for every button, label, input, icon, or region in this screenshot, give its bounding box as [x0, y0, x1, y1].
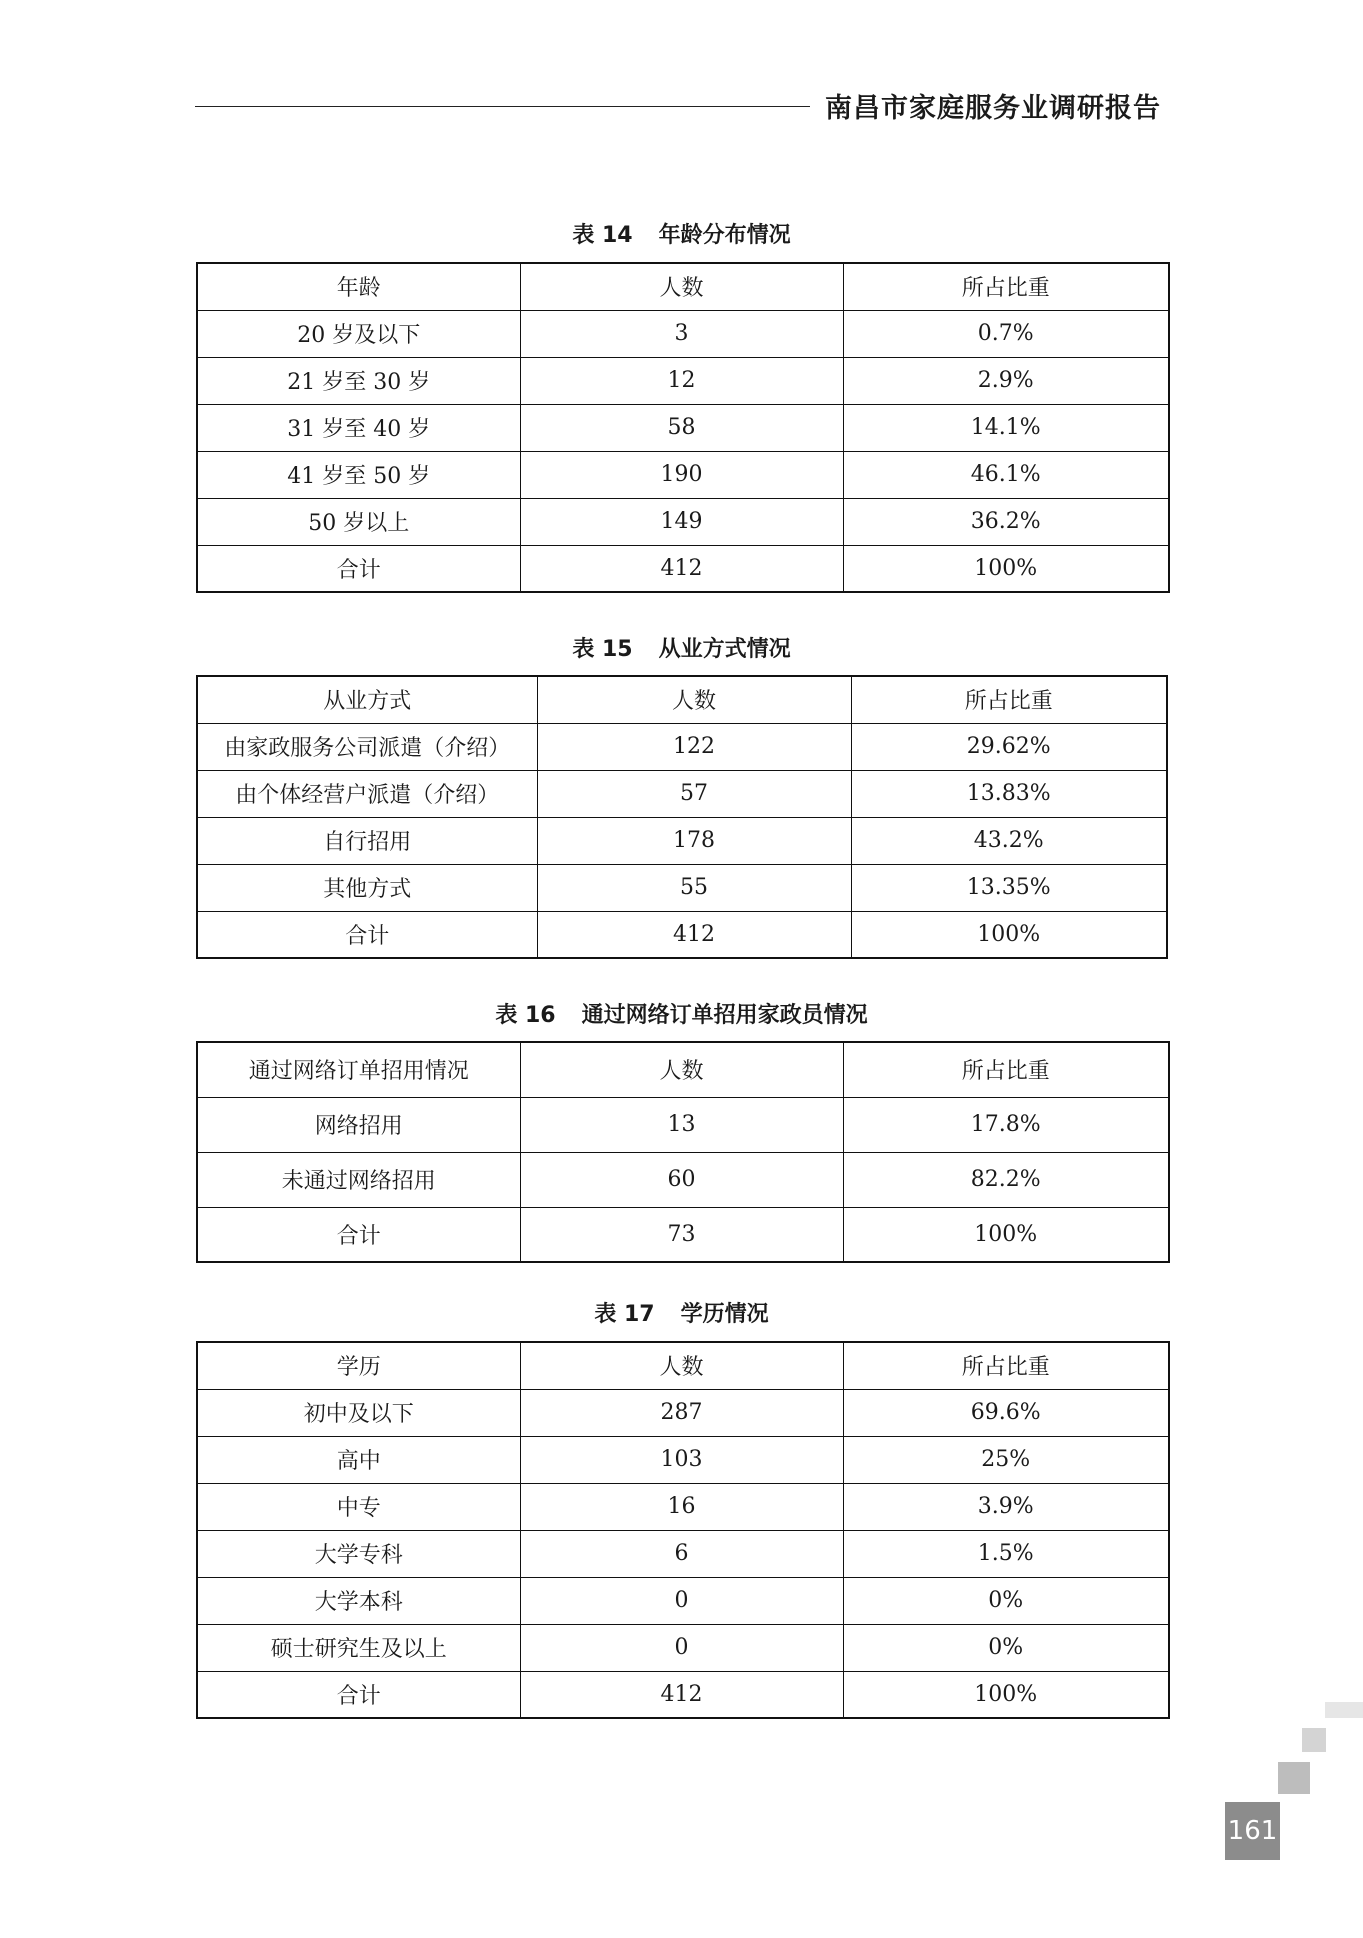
table-header-row — [197, 263, 1169, 310]
table-16-caption — [0, 998, 1363, 1029]
table-row — [197, 357, 1169, 404]
table-row — [197, 1097, 1169, 1152]
table-14-title: 年龄分布情况 — [658, 223, 791, 248]
table-row — [197, 1577, 1169, 1624]
table-cell: 16 — [520, 1483, 843, 1530]
table-cell: 25% — [843, 1436, 1169, 1483]
table-row — [197, 498, 1169, 545]
table-cell: 43.2% — [851, 817, 1167, 864]
decorative-square — [1278, 1762, 1310, 1794]
table-cell: 412 — [537, 911, 851, 958]
table-cell: 13.83% — [851, 770, 1167, 817]
table-cell: 46.1% — [843, 451, 1169, 498]
table-cell: 287 — [520, 1389, 843, 1436]
table-cell: 31 岁至 40 岁 — [197, 404, 520, 451]
table-row — [197, 451, 1169, 498]
table-cell: 12 — [520, 357, 843, 404]
table-cell: 412 — [520, 1671, 843, 1718]
table-15 — [196, 675, 1168, 959]
table-cell: 大学本科 — [197, 1577, 520, 1624]
header-cell: 所占比重 — [843, 1342, 1169, 1389]
table-cell: 由家政服务公司派遣（介绍） — [197, 723, 537, 770]
table-cell: 高中 — [197, 1436, 520, 1483]
table-header-row — [197, 676, 1167, 723]
table-cell: 6 — [520, 1530, 843, 1577]
table-total-row — [197, 1671, 1169, 1718]
table-header-row — [197, 1042, 1169, 1097]
table-14 — [196, 262, 1170, 593]
table-cell: 网络招用 — [197, 1097, 520, 1152]
table-15-title: 从业方式情况 — [658, 637, 791, 662]
header-cell: 人数 — [520, 1342, 843, 1389]
header-cell: 从业方式 — [197, 676, 537, 723]
table-cell: 0% — [843, 1577, 1169, 1624]
table-cell: 合计 — [197, 545, 520, 592]
table-cell: 122 — [537, 723, 851, 770]
header-cell: 所占比重 — [851, 676, 1167, 723]
table-cell: 初中及以下 — [197, 1389, 520, 1436]
table-cell: 未通过网络招用 — [197, 1152, 520, 1207]
table-total-row — [197, 911, 1167, 958]
table-16-number: 表 16 — [495, 1003, 556, 1028]
table-cell: 合计 — [197, 1671, 520, 1718]
decorative-square — [1302, 1728, 1326, 1752]
table-15-caption — [0, 632, 1363, 663]
table-17-number: 表 17 — [594, 1302, 655, 1327]
table-cell: 103 — [520, 1436, 843, 1483]
table-row — [197, 770, 1167, 817]
table-row — [197, 1530, 1169, 1577]
header-cell: 学历 — [197, 1342, 520, 1389]
table-17 — [196, 1341, 1170, 1719]
table-cell: 合计 — [197, 911, 537, 958]
table-cell: 58 — [520, 404, 843, 451]
table-cell: 20 岁及以下 — [197, 310, 520, 357]
header-cell: 所占比重 — [843, 263, 1169, 310]
header-cell: 人数 — [537, 676, 851, 723]
table-cell: 69.6% — [843, 1389, 1169, 1436]
table-cell: 21 岁至 30 岁 — [197, 357, 520, 404]
table-cell: 硕士研究生及以上 — [197, 1624, 520, 1671]
table-cell: 3.9% — [843, 1483, 1169, 1530]
table-14-number: 表 14 — [572, 223, 633, 248]
table-row — [197, 864, 1167, 911]
table-row — [197, 1436, 1169, 1483]
table-cell: 100% — [843, 1671, 1169, 1718]
header-cell: 年龄 — [197, 263, 520, 310]
table-cell: 178 — [537, 817, 851, 864]
table-cell: 17.8% — [843, 1097, 1169, 1152]
table-row — [197, 1152, 1169, 1207]
table-cell: 60 — [520, 1152, 843, 1207]
table-16 — [196, 1041, 1170, 1263]
table-cell: 149 — [520, 498, 843, 545]
table-cell: 412 — [520, 545, 843, 592]
table-cell: 0 — [520, 1577, 843, 1624]
table-cell: 其他方式 — [197, 864, 537, 911]
table-row — [197, 310, 1169, 357]
table-cell: 29.62% — [851, 723, 1167, 770]
header-rule — [195, 106, 810, 107]
table-cell: 0 — [520, 1624, 843, 1671]
header-cell: 人数 — [520, 1042, 843, 1097]
table-cell: 0% — [843, 1624, 1169, 1671]
table-cell: 合计 — [197, 1207, 520, 1262]
table-cell: 73 — [520, 1207, 843, 1262]
table-cell: 100% — [851, 911, 1167, 958]
table-total-row — [197, 1207, 1169, 1262]
table-cell: 57 — [537, 770, 851, 817]
table-cell: 2.9% — [843, 357, 1169, 404]
table-row — [197, 404, 1169, 451]
table-cell: 55 — [537, 864, 851, 911]
table-total-row — [197, 545, 1169, 592]
table-cell: 82.2% — [843, 1152, 1169, 1207]
running-header-title: 南昌市家庭服务业调研报告 — [825, 93, 1161, 124]
header-cell: 所占比重 — [843, 1042, 1169, 1097]
table-cell: 50 岁以上 — [197, 498, 520, 545]
table-cell: 13 — [520, 1097, 843, 1152]
table-cell: 0.7% — [843, 310, 1169, 357]
table-row — [197, 1624, 1169, 1671]
table-row — [197, 723, 1167, 770]
table-row — [197, 1389, 1169, 1436]
page-number: 161 — [1225, 1802, 1280, 1860]
table-cell: 1.5% — [843, 1530, 1169, 1577]
table-row — [197, 1483, 1169, 1530]
table-cell: 由个体经营户派遣（介绍） — [197, 770, 537, 817]
table-cell: 14.1% — [843, 404, 1169, 451]
table-cell: 中专 — [197, 1483, 520, 1530]
decorative-square — [1325, 1702, 1363, 1718]
header-cell: 通过网络订单招用情况 — [197, 1042, 520, 1097]
table-cell: 自行招用 — [197, 817, 537, 864]
table-row — [197, 817, 1167, 864]
table-cell: 190 — [520, 451, 843, 498]
table-17-caption — [0, 1297, 1363, 1328]
table-14-caption — [0, 218, 1363, 249]
header-cell: 人数 — [520, 263, 843, 310]
table-16-title: 通过网络订单招用家政员情况 — [581, 1003, 868, 1028]
table-15-number: 表 15 — [572, 637, 633, 662]
table-cell: 41 岁至 50 岁 — [197, 451, 520, 498]
table-cell: 100% — [843, 1207, 1169, 1262]
table-cell: 13.35% — [851, 864, 1167, 911]
table-cell: 36.2% — [843, 498, 1169, 545]
table-header-row — [197, 1342, 1169, 1389]
table-cell: 大学专科 — [197, 1530, 520, 1577]
table-17-title: 学历情况 — [680, 1302, 769, 1327]
table-cell: 3 — [520, 310, 843, 357]
table-cell: 100% — [843, 545, 1169, 592]
